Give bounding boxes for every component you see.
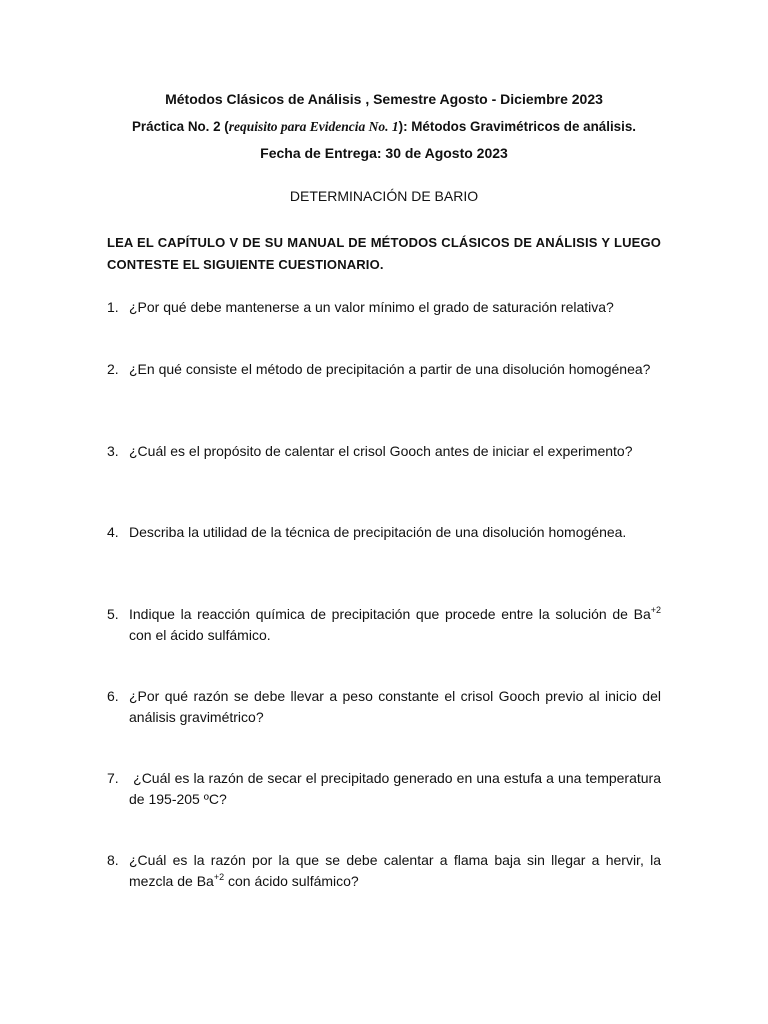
question-number: 7. xyxy=(107,770,119,786)
question-number: 5. xyxy=(107,606,119,622)
question-item xyxy=(107,359,661,380)
course-title: Métodos Clásicos de Análisis , Semestre Agosto - Diciembre 2023 xyxy=(165,91,603,107)
question-text-start: Indique la reacción química de precipitación que procede entre la solución de Ba xyxy=(129,606,651,622)
question-item xyxy=(107,441,661,462)
ion-charge-superscript: +2 xyxy=(213,872,225,882)
question-text: ¿Cuál es el propósito de calentar el crisol Gooch antes de iniciar el experimento? xyxy=(129,443,633,459)
question-text: ¿En qué consiste el método de precipitación a partir de una disolución homogénea? xyxy=(129,361,651,377)
question-text xyxy=(129,850,661,892)
question-text xyxy=(129,604,661,646)
question-text-end: con ácido sulfámico? xyxy=(224,873,359,889)
question-number: 3. xyxy=(107,443,119,459)
question-item xyxy=(107,686,661,728)
question-number: 6. xyxy=(107,688,119,704)
question-number: 1. xyxy=(107,299,119,315)
question-text-end: con el ácido sulfámico. xyxy=(129,627,271,643)
question-number: 4. xyxy=(107,524,119,540)
question-text: Describa la utilidad de la técnica de precipitación de una disolución homogénea. xyxy=(129,524,627,540)
question-item xyxy=(107,768,665,810)
question-number: 8. xyxy=(107,852,119,868)
question-text: ¿Por qué debe mantenerse a un valor mínimo el grado de saturación relativa? xyxy=(129,299,614,315)
question-item xyxy=(107,604,661,646)
question-text: ¿Por qué razón se debe llevar a peso constante el crisol Gooch previo al inicio del análisis gravimétrico? xyxy=(129,688,661,725)
section-title: DETERMINACIÓN DE BARIO xyxy=(289,188,479,204)
practice-label: Práctica No. 2 ( xyxy=(131,119,229,134)
ion-charge-superscript: +2 xyxy=(650,605,661,615)
practice-line xyxy=(0,119,768,135)
question-text-start: ¿Cuál es la razón por la que se debe calentar a flama baja sin llegar a hervir, la mezcla de Ba xyxy=(129,852,661,889)
instruction-text: LEA EL CAPÍTULO V DE SU MANUAL DE MÉTODOS CLÁSICOS DE ANÁLISIS Y LUEGO CONTESTE EL SIGUIENTE CUESTIONARIO. xyxy=(107,235,661,272)
question-number: 2. xyxy=(107,361,119,377)
question-item xyxy=(107,297,661,318)
due-date: Fecha de Entrega: 30 de Agosto 2023 xyxy=(260,145,508,161)
question-text: ¿Cuál es la razón de secar el precipitado generado en una estufa a una temperatura de 195-205 ºC? xyxy=(129,770,665,807)
practice-requirement: requisito para Evidencia No. 1 xyxy=(228,119,399,134)
question-item xyxy=(107,522,661,543)
practice-topic: ): Métodos Gravimétricos de análisis. xyxy=(398,119,637,134)
question-item xyxy=(107,850,661,892)
